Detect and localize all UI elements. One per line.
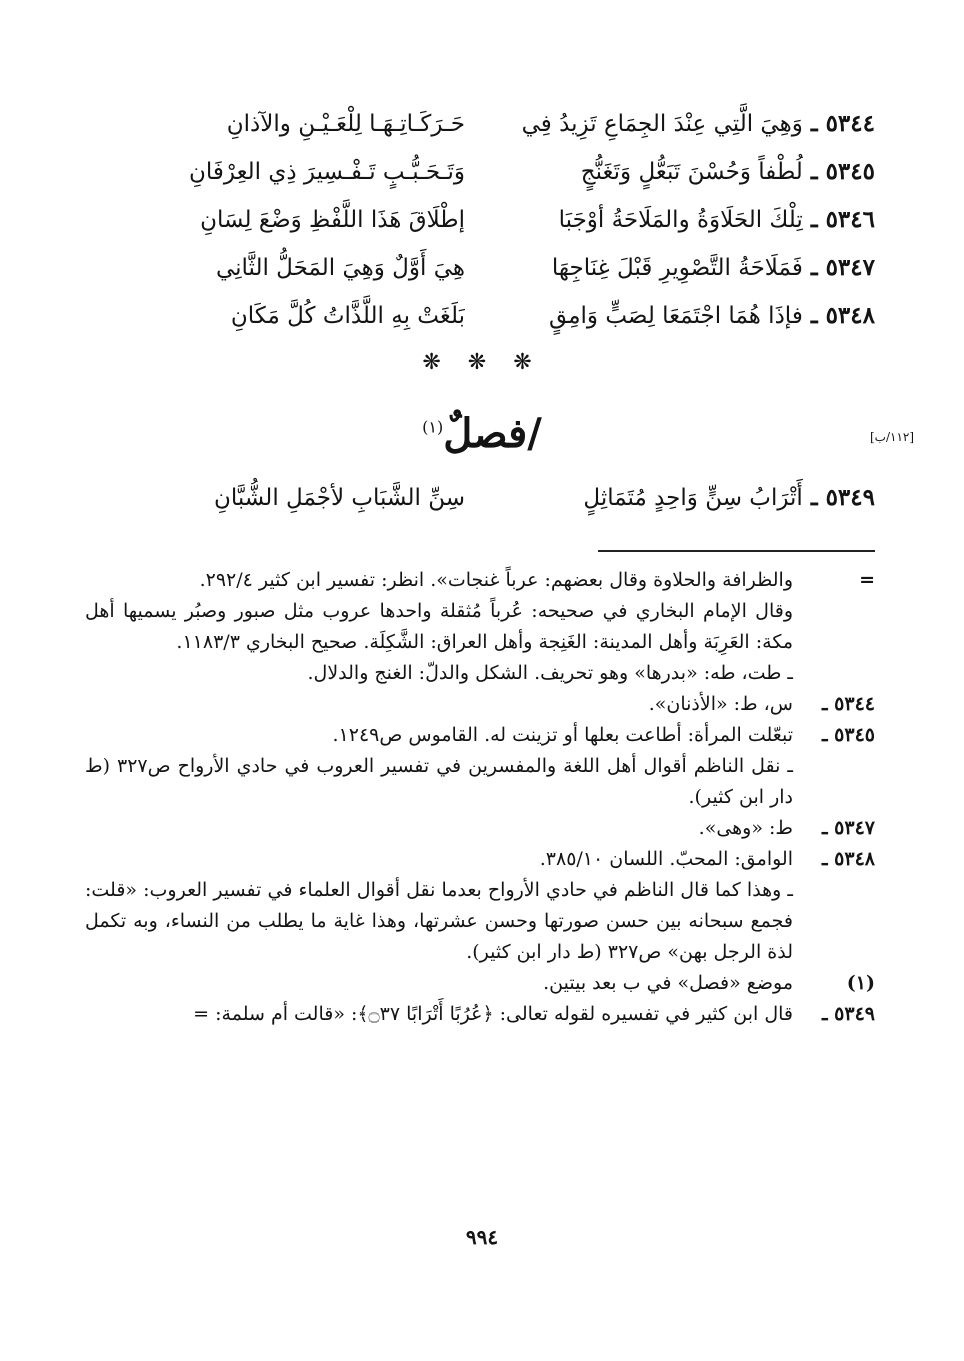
footnote-item bbox=[85, 565, 875, 596]
verse-text: فَمَلَاحَةُ التَّصْوِيرِ قَبْلَ غِنَاجِهَا bbox=[551, 255, 803, 281]
verse-text: وَهِيَ الَّتِي عِنْدَ الجِمَاعِ تَزِيدُ فِي bbox=[521, 111, 803, 137]
verse-second-hemistich: حَـرَكَـاتِـهَـا لِلْعَـيْـنِ والآذانِ bbox=[226, 111, 465, 137]
footnote-text: قال ابن كثير في تفسيره لقوله تعالى: ﴿عُرُبًا أَتْرَابًا ۝٣٧﴾: «قالت أم سلمة: = bbox=[193, 1003, 793, 1025]
footnote-item bbox=[85, 968, 875, 999]
footnote-item bbox=[85, 720, 875, 751]
footnote-item bbox=[85, 844, 875, 875]
footnote-label: ٥٣٤٥ ـ bbox=[821, 724, 875, 746]
verse-line bbox=[85, 196, 875, 244]
footnote-item bbox=[85, 689, 875, 720]
footnote-label bbox=[793, 751, 875, 813]
verse-second-hemistich: سِنِّ الشَّبَابِ لأجْمَلِ الشُّبَّانِ bbox=[213, 485, 465, 511]
footnote-label bbox=[793, 658, 875, 689]
footnote-item bbox=[85, 999, 875, 1030]
footnote-label: ٥٣٤٩ ـ bbox=[821, 1003, 875, 1025]
verse-line bbox=[85, 474, 875, 522]
footnote-divider bbox=[598, 550, 875, 552]
verse-number: ٥٣٤٦ ـ bbox=[810, 206, 875, 233]
footnote-text: موضع «فصل» في ب بعد بيتين. bbox=[543, 972, 793, 994]
section-title: /فصلٌ bbox=[443, 410, 542, 457]
verse-first-hemistich bbox=[495, 292, 875, 340]
verse-text: تِلْكَ الحَلَاوَةُ والمَلَاحَةُ أوْجَبَا bbox=[558, 207, 803, 233]
verse-second-hemistich: بَلَغَتْ بِهِ اللَّذَّاتُ كُلَّ مَكَانِ bbox=[230, 303, 465, 329]
verse-number: ٥٣٤٥ ـ bbox=[810, 158, 875, 185]
verse-number: ٥٣٤٧ ـ bbox=[810, 254, 875, 281]
verse-number: ٥٣٤٤ ـ bbox=[810, 110, 875, 137]
manuscript-margin-ref: [١١٢/ب] bbox=[870, 430, 915, 444]
verse-first-hemistich bbox=[495, 244, 875, 292]
footnote-item bbox=[85, 658, 875, 689]
poem-verses bbox=[85, 100, 875, 340]
verse-text: أَتْرَابُ سِنٍّ وَاحِدٍ مُتَمَاثِلٍ bbox=[583, 485, 803, 511]
verse-number: ٥٣٤٨ ـ bbox=[810, 302, 875, 329]
verse-line bbox=[85, 292, 875, 340]
verse-text: فإذَا هُمَا اجْتَمَعَا لِصَبٍّ وَامِقٍ bbox=[549, 303, 803, 329]
footnote-label: (١) bbox=[846, 972, 875, 994]
footnote-item bbox=[85, 813, 875, 844]
footnote-text: س، ط: «الأذنان». bbox=[648, 693, 793, 715]
verse-first-hemistich bbox=[495, 148, 875, 196]
section-separator-stars: ❋ ❋ ❋ bbox=[422, 350, 542, 375]
section-heading bbox=[0, 410, 964, 457]
footnote-label: ٥٣٤٨ ـ bbox=[821, 848, 875, 870]
verse-line bbox=[85, 148, 875, 196]
verse-number: ٥٣٤٩ ـ bbox=[810, 484, 875, 511]
footnote-text: تبعّلت المرأة: أطاعت بعلها أو تزينت له. القاموس ص١٢٤٩. bbox=[332, 724, 793, 746]
verse-first-hemistich bbox=[495, 474, 875, 522]
verse-second-hemistich: وَتَـحَـبُّـبٍ تَـفْـسِيرَ ذِي العِرْفَانِ bbox=[188, 159, 465, 185]
footnote-text: وقال الإمام البخاري في صحيحه: عُرباً مُثقلة واحدها عروب مثل صبور وصبُر يسميها أهل مكة: العَرِبَة وأهل المدينة: الغَنِجة وأهل العراق: الشَّكِلَة. صحيح البخاري ١١٨٣/٣. bbox=[85, 600, 793, 653]
verse-line bbox=[85, 100, 875, 148]
footnote-label bbox=[793, 875, 875, 968]
footnote-item bbox=[85, 596, 875, 658]
footnotes bbox=[85, 565, 875, 1030]
footnote-label: = bbox=[859, 569, 875, 591]
footnote-text: ط: «وهى». bbox=[698, 817, 793, 839]
footnote-item bbox=[85, 751, 875, 813]
verse-first-hemistich bbox=[495, 100, 875, 148]
verse-second-hemistich: إطْلَاقَ هَذَا اللَّفْظِ وَضْعَ لِسَانِ bbox=[200, 207, 465, 233]
page-number: ٩٩٤ bbox=[465, 1225, 499, 1249]
footnote-text: ـ طت، طه: «بدرها» وهو تحريف. الشكل والدلّ: الغنج والدلال. bbox=[307, 662, 793, 684]
footnote-label: ٥٣٤٧ ـ bbox=[821, 817, 875, 839]
footnote-text: والظرافة والحلاوة وقال بعضهم: عرباً غنجات». انظر: تفسير ابن كثير ٢٩٢/٤. bbox=[199, 569, 793, 591]
verse-first-hemistich bbox=[495, 196, 875, 244]
footnote-text: الوامق: المحبّ. اللسان ٣٨٥/١٠. bbox=[539, 848, 793, 870]
footnote-item bbox=[85, 875, 875, 968]
footnote-text: ـ نقل الناظم أقوال أهل اللغة والمفسرين في تفسير العروب في حادي الأرواح ص٣٢٧ (ط دار ابن كثير). bbox=[85, 755, 793, 808]
verse-5349 bbox=[85, 474, 875, 522]
verse-text: لُطْفاً وَحُسْنَ تَبَعُّلٍ وَتَغَنُّجٍ bbox=[580, 159, 803, 185]
footnote-label: ٥٣٤٤ ـ bbox=[821, 693, 875, 715]
footnote-text: ـ وهذا كما قال الناظم في حادي الأرواح بعدما نقل أقوال العلماء في تفسير العروب: «قلت: فجمع سبحانه بين حسن صورتها وحسن عشرتها، وهذا غاية ما يطلب من النساء، وبه تكمل لذة الرجل بهن» ص٣٢٧ (ط دار ابن كثير). bbox=[85, 879, 793, 963]
verse-line bbox=[85, 244, 875, 292]
footnote-marker: (١) bbox=[422, 417, 444, 437]
footnote-label bbox=[793, 596, 875, 658]
verse-second-hemistich: هِيَ أَوَّلٌ وَهِيَ المَحَلُّ الثَّانِي bbox=[215, 255, 465, 281]
